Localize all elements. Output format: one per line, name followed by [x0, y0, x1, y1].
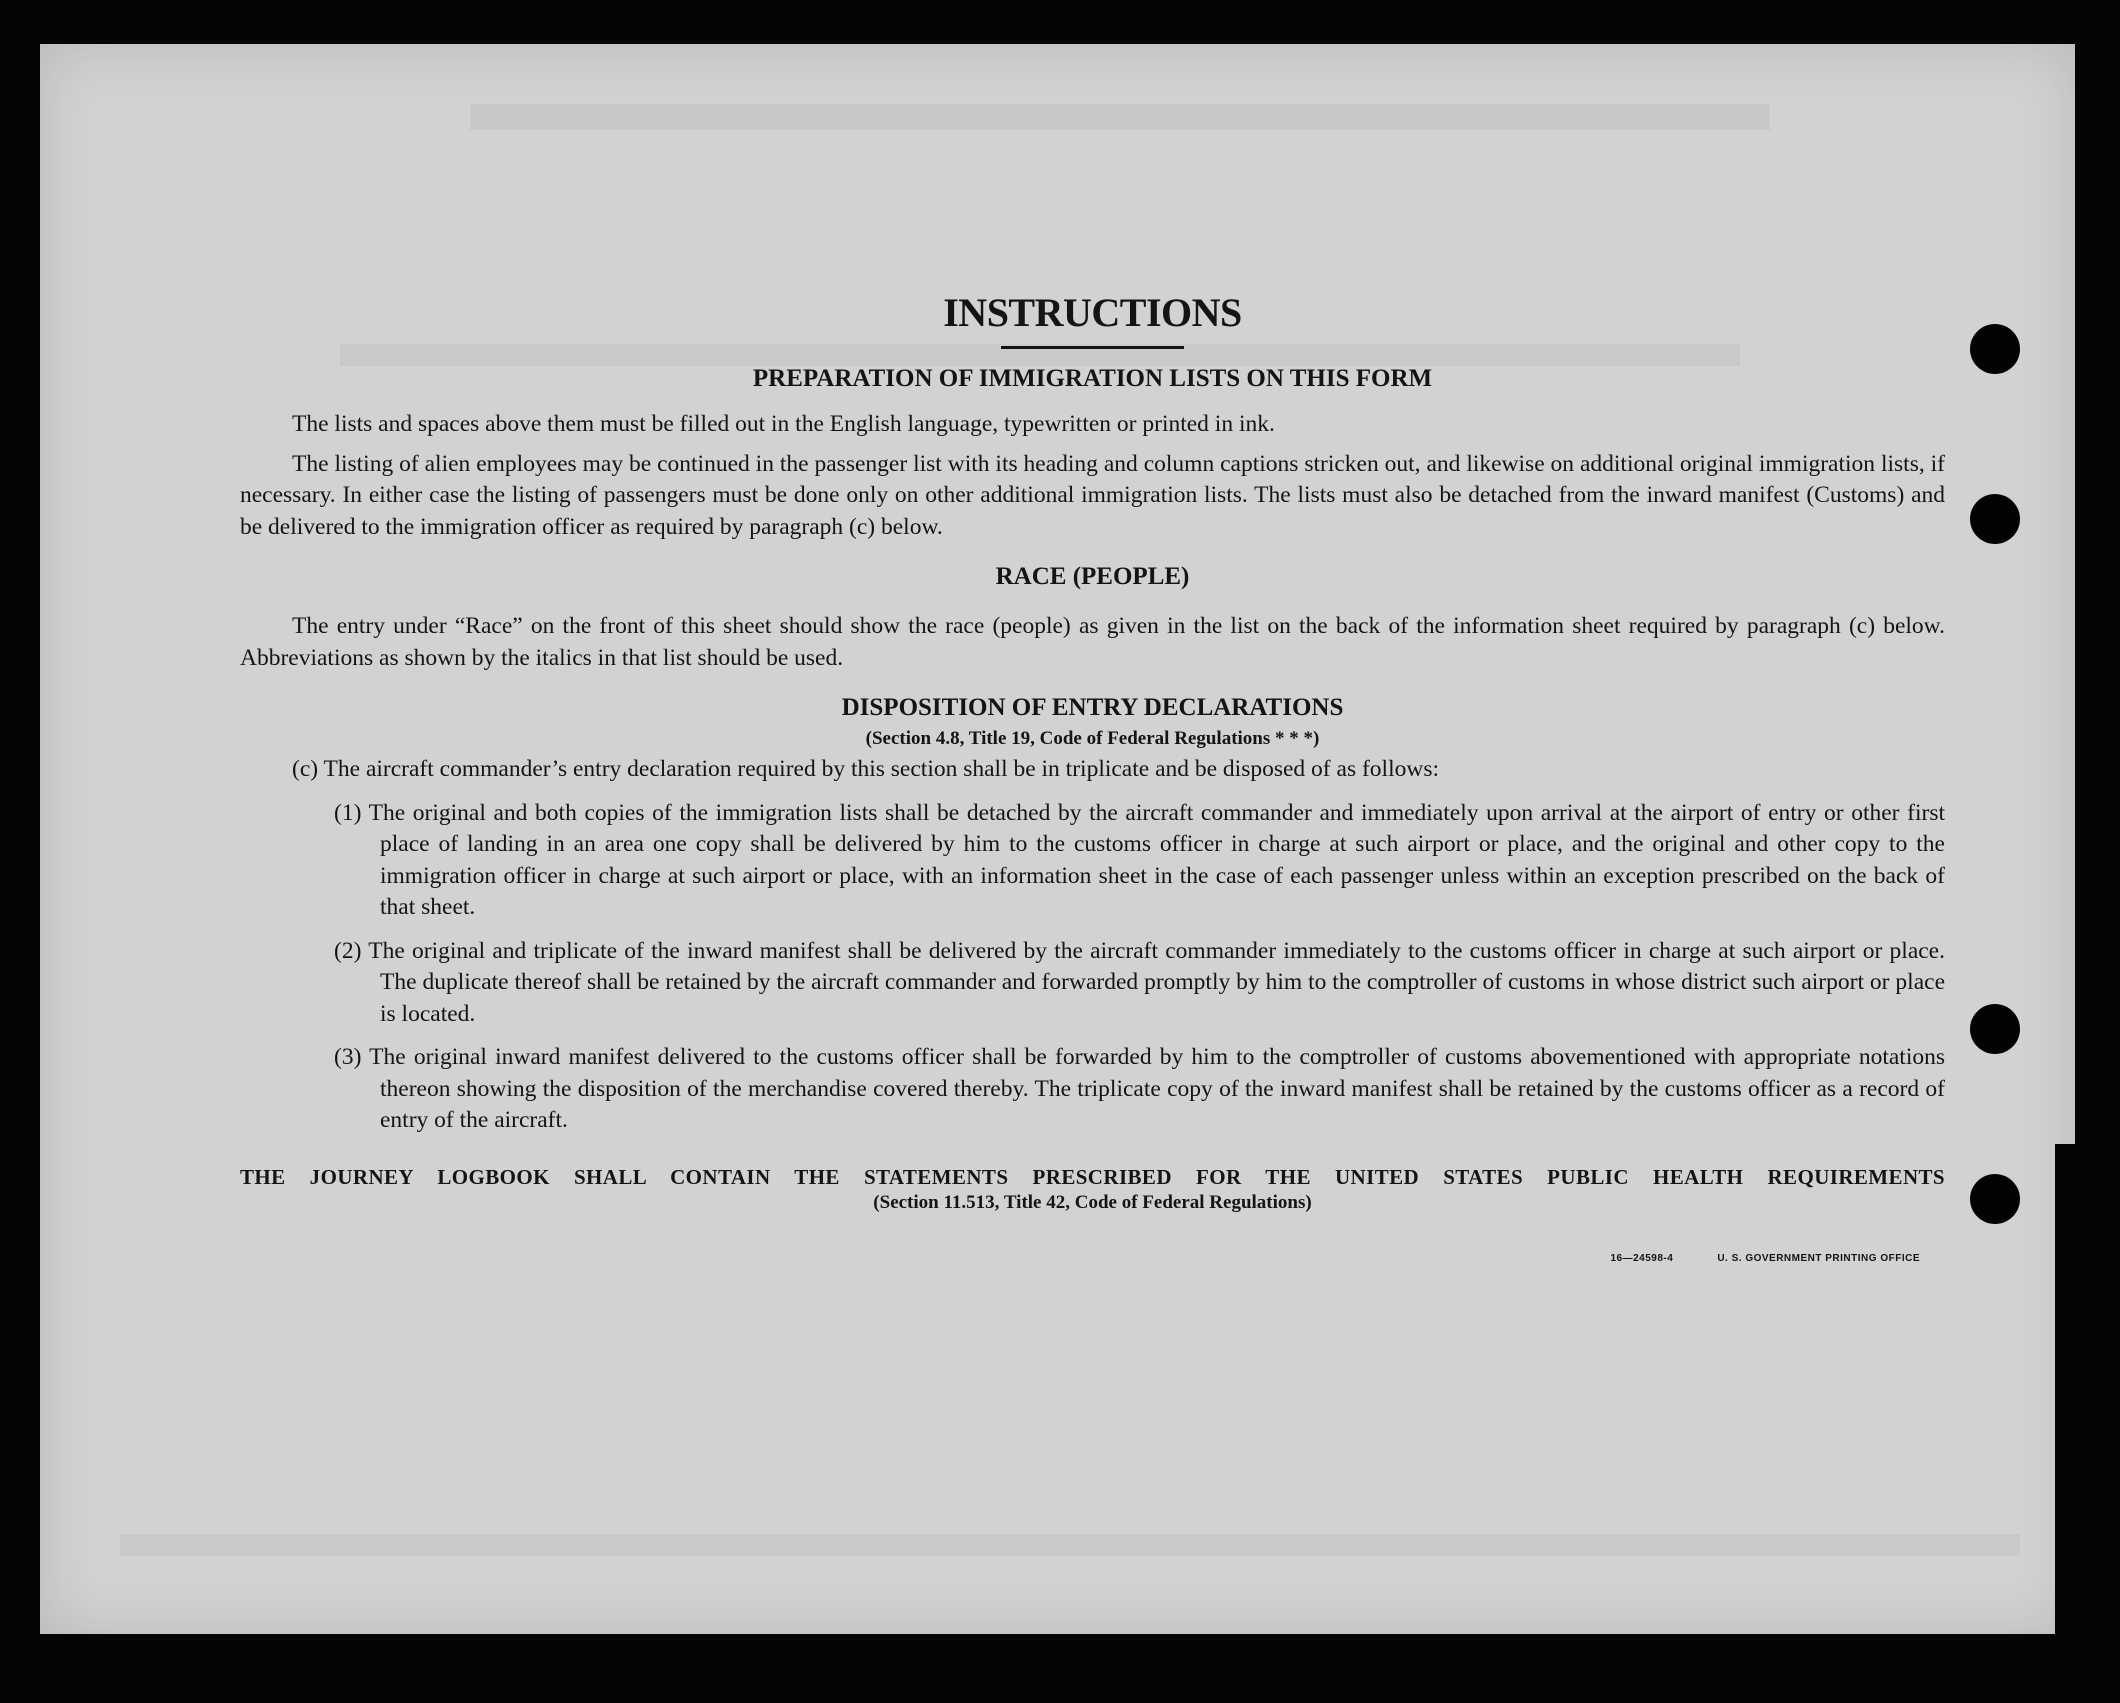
list-item: (1) The original and both copies of the immigration lists shall be detached by the aircraft commander and immediately upon arrival at the airport of entry or other first place of landing in an area one copy shall be delivered by him to the customs officer in charge at such airport or place, and the original and other copy to the immigration officer in charge at such airport or place, with an information sheet in the case of each passenger unless within an exception prescribed on the back of that sheet. [334, 799, 1945, 920]
form-number: 16—24598-4 [1610, 1252, 1674, 1264]
printer-credit: U. S. GOVERNMENT PRINTING OFFICE [1717, 1252, 1920, 1264]
heading-immigration-lists: PREPARATION OF IMMIGRATION LISTS ON THIS FORM [752, 365, 1433, 392]
subheading-public-health: (Section 11.513, Title 42, Code of Federal Regulations) [873, 1191, 1312, 1213]
heading-public-health: THE JOURNEY LOGBOOK SHALL CONTAIN THE STATEMENTS PRESCRIBED FOR THE UNITED STATES PUBLIC HEALTH REQUIREMENTS [240, 1164, 1945, 1189]
title-rule [1001, 346, 1184, 349]
punch-hole [1970, 1004, 2020, 1054]
punch-hole [1970, 1174, 2020, 1224]
punch-hole [1970, 324, 2020, 374]
footer-imprint [240, 1248, 1945, 1266]
subheading-disposition: (Section 4.8, Title 19, Code of Federal Regulations * * *) [865, 728, 1320, 749]
torn-edge [2055, 1144, 2075, 1634]
list-item: (2) The original and triplicate of the inward manifest shall be delivered by the aircraft commander immediately to the customs officer in charge at such airport or place. The duplicate thereof shall be retained by the aircraft commander and forwarded promptly by him to the comptroller of customs in whose district such airport or place is located. [334, 937, 1945, 1027]
page-title: INSTRUCTIONS [943, 290, 1242, 335]
bleed-through-line [470, 104, 1770, 130]
paragraph-race: The entry under “Race” on the front of this sheet should show the race (people) as given in the list on the back of the information sheet required by paragraph (c) below. Abbreviations as shown by the italics in that list should be used. [240, 613, 1945, 671]
paragraph-immigration-2: The listing of alien employees may be continued in the passenger list with its heading and column captions stricken out, and likewise on additional original immigration lists, if necessary. In either case the listing of passengers must be done only on other additional immigration lists. The lists must also be detached from the inward manifest (Customs) and be delivered to the immigration officer as required by paragraph (c) below. [240, 450, 1945, 540]
paragraph-disposition-intro: (c) The aircraft commander’s entry declaration required by this section shall be in triplicate and be disposed of as follows: [292, 756, 1439, 782]
punch-hole [1970, 494, 2020, 544]
heading-race: RACE (PEOPLE) [995, 563, 1190, 590]
instructions-body [240, 244, 1945, 1266]
paragraph-immigration-1: The lists and spaces above them must be filled out in the English language, typewritten or printed in ink. [292, 411, 1275, 437]
bleed-through-line [120, 1534, 2020, 1556]
scanned-page [40, 44, 2075, 1634]
heading-disposition: DISPOSITION OF ENTRY DECLARATIONS [841, 694, 1344, 721]
list-item: (3) The original inward manifest delivered to the customs officer shall be forwarded by him to the comptroller of customs abovementioned with appropriate notations thereon showing the disposition of the merchandise covered thereby. The triplicate copy of the inward manifest shall be retained by the customs officer as a record of entry of the aircraft. [334, 1044, 1945, 1133]
